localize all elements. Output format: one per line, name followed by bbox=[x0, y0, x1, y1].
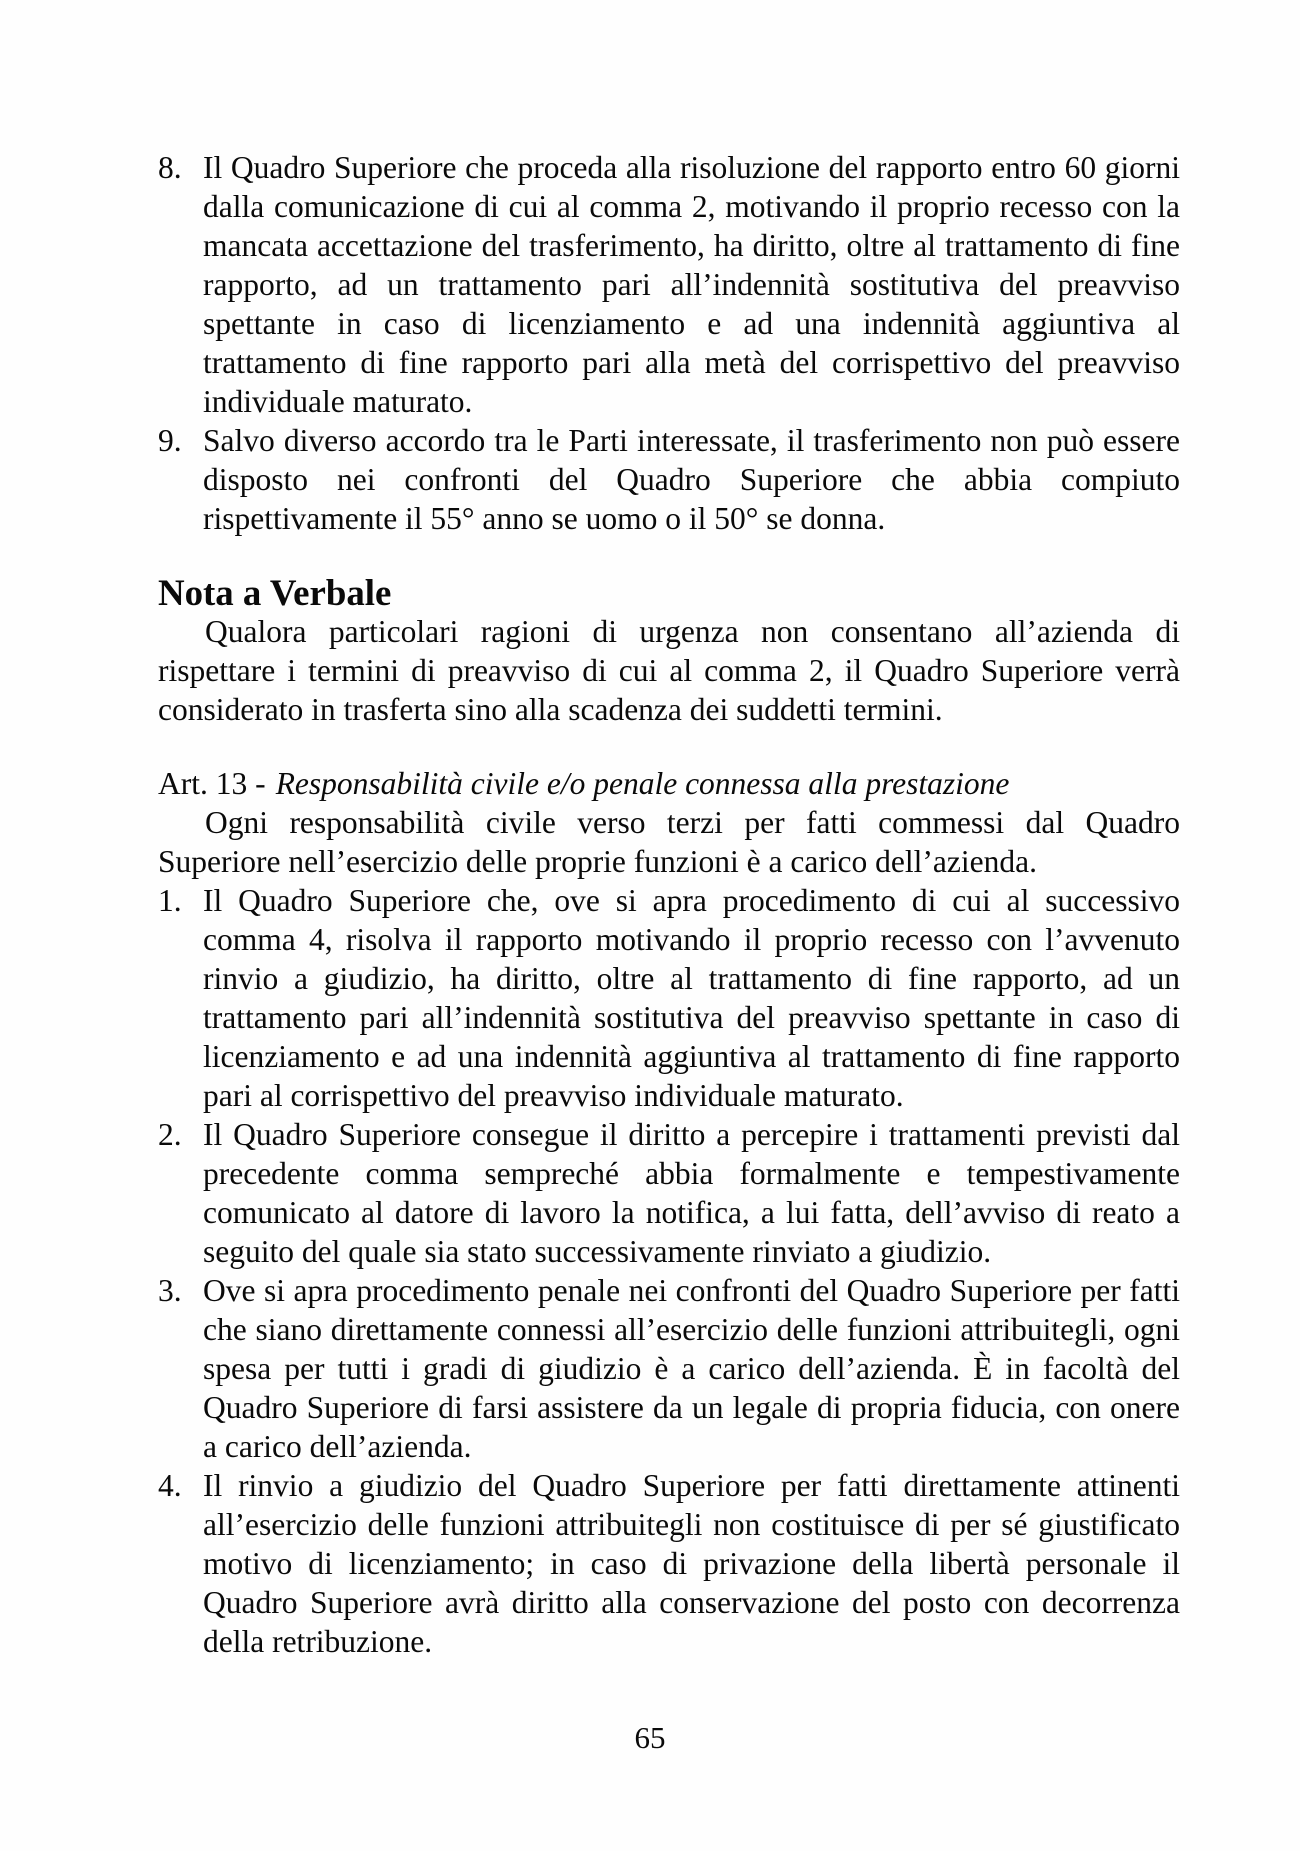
article-13-heading bbox=[158, 764, 1180, 803]
article-13-intro: Ogni responsabilità civile verso terzi per fatti commessi dal Quadro Superiore nell’esercizio delle proprie funzioni è a carico dell’azienda. bbox=[158, 805, 1180, 879]
clause-number: 9. bbox=[158, 423, 182, 458]
clause-text: Il Quadro Superiore che, ove si apra procedimento di cui al successivo comma 4, risolva il rapporto motivando il proprio recesso con l’avvenuto rinvio a giudizio, ha diritto, oltre al trattamento di fine rapporto, ad un trattamento pari all’indennità sostitutiva del preavviso spettante in caso di licenziamento e ad una indennità aggiuntiva al trattamento di fine rapporto pari al corrispettivo del preavviso individuale maturato. bbox=[203, 883, 1180, 1113]
clause-text: Salvo diverso accordo tra le Parti interessate, il trasferimento non può essere disposto nei confronti del Quadro Superiore che abbia compiuto rispettivamente il 55° anno se uomo o il 50° se donna. bbox=[203, 423, 1180, 536]
clause-text: Il rinvio a giudizio del Quadro Superiore per fatti direttamente attinenti all’esercizio delle funzioni attribuitegli non costituisce di per sé giustificato motivo di licenziamento; in caso di privazione della libertà personale il Quadro Superiore avrà diritto alla conservazione del posto con decorrenza della retribuzione. bbox=[203, 1468, 1180, 1659]
clause-number: 3. bbox=[158, 1273, 182, 1308]
clause-number: 8. bbox=[158, 150, 182, 185]
page-content bbox=[158, 148, 1180, 1661]
nota-verbale-heading: Nota a Verbale bbox=[158, 572, 392, 613]
clause-text: Il Quadro Superiore che proceda alla risoluzione del rapporto entro 60 giorni dalla comunicazione di cui al comma 2, motivando il proprio recesso con la mancata accettazione del trasferimento, ha diritto, oltre al trattamento di fine rapporto, ad un trattamento pari all’indennità sostitutiva del preavviso spettante in caso di licenziamento e ad una indennità aggiuntiva al trattamento di fine rapporto pari alla metà del corrispettivo del preavviso individuale maturato. bbox=[203, 150, 1180, 419]
article-label: Art. 13 - bbox=[158, 766, 266, 801]
clause-9 bbox=[158, 421, 1180, 538]
clause-number: 2. bbox=[158, 1117, 182, 1152]
page-number: 65 bbox=[634, 1720, 666, 1755]
clause-number: 1. bbox=[158, 883, 182, 918]
article-title: Responsabilità civile e/o penale connessa alla prestazione bbox=[275, 766, 1010, 801]
clause-text: Ove si apra procedimento penale nei confronti del Quadro Superiore per fatti che siano direttamente connessi all’esercizio delle funzioni attribuitegli, ogni spesa per tutti i gradi di giudizio è a carico dell’azienda. È in facoltà del Quadro Superiore di farsi assistere da un legale di propria fiducia, con onere a carico dell’azienda. bbox=[203, 1273, 1180, 1464]
clause-8 bbox=[158, 148, 1180, 421]
nota-verbale-body: Qualora particolari ragioni di urgenza non consentano all’azienda di rispettare i termini di preavviso di cui al comma 2, il Quadro Superiore verrà considerato in trasferta sino alla scadenza dei suddetti termini. bbox=[158, 614, 1180, 727]
clause-4 bbox=[158, 1466, 1180, 1661]
clause-number: 4. bbox=[158, 1468, 182, 1503]
clause-2 bbox=[158, 1115, 1180, 1271]
clause-3 bbox=[158, 1271, 1180, 1466]
clause-text: Il Quadro Superiore consegue il diritto a percepire i trattamenti previsti dal precedente comma sempreché abbia formalmente e tempestivamente comunicato al datore di lavoro la notifica, a lui fatta, dell’avviso di reato a seguito del quale sia stato successivamente rinviato a giudizio. bbox=[203, 1117, 1180, 1269]
clause-1 bbox=[158, 881, 1180, 1115]
